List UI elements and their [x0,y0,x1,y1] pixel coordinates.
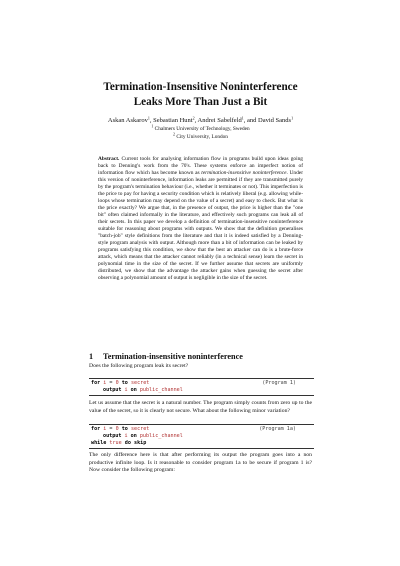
code-line: while true do skip [91,440,147,446]
author-3-affiliation: 1 [241,115,244,121]
program-label: (Program 1a) [259,426,296,432]
section-number: 1 [89,352,94,361]
affiliation-1: $^1$ Chalmers University of Technology, Sweden [151,123,250,132]
code-line: output i on public_channel [103,387,183,393]
author-list [89,116,312,125]
abstract-text-2: . Under this version of noninterference, information leaks are permitted if they are transmitted purely by the program's termination behaviour (i.e., whether it terminates or not). This imperfection is the price to pay for having a security condition which is relatively liberal (e.g. allowing while-loops whose termination may depend on the value of a secret) and easy to check. But what is the price exactly? We argue that, in the presence of output, the price is higher than the "one bit" often claimed informally in the literature, and effectively such programs can leak all of their secrets. In this paper we develop a definition of termination-insensitive noninterference suitable for reasoning about programs with outputs. We show that the definition generalises "batch-job" style definitions from the literature and that it is indeed satisfied by a Denning-style program analysis with output. Although more than a bit of information can be leaked by programs satisfying this condition, we show that the best an attacker can do is a brute-force attack, which means that the attacker cannot reliably (in a technical sense) learn the secret in polynomial time in the size of the secret. If we further assume that secrets are uniformly distributed, we show that the advantage the attacker gains when guessing the secret after observing a polynomial amount of output is negligible in the size of the secret. [98,170,303,281]
author-separator: , [194,117,198,124]
code-line: for i = 0 to secret (Program 1a) [91,426,296,432]
author-separator: , [149,117,154,124]
title-line-2: Leaks More Than Just a Bit [133,96,268,108]
section-title: Termination-insensitive noninterference [103,352,243,361]
code-line: for i = 0 to secret (Program 1) [91,380,296,386]
code-block-program-1a [89,424,314,449]
abstract-emphasis: termination-insensitive noninterference [201,170,287,176]
paragraph-2: Let us assume that the secret is a natural number. The program simply counts from zero up to the value of the secret, so it is clearly not secure. What about the following minor variation? [89,400,312,414]
abstract-label: Abstract. [98,156,120,162]
author-3: Andrei Sabelfeld [197,117,242,124]
code-block-program-1 [89,378,314,396]
paper-title [89,80,312,110]
author-4: David Sands [258,117,292,124]
author-separator-and: , and [243,117,259,124]
paragraph-3: The only difference here is that after performing its output the program goes into a non productive infinite loop. Is it reasonable to consider program 1a to be secure if program 1 is? Now consider the following program: [89,452,312,474]
author-2: Sebastian Hunt [153,117,193,124]
author-1-affiliation: 1 [147,115,150,121]
affiliation-2: $^2$ City University, London [173,131,228,140]
section-heading [89,351,312,362]
abstract-text-1: Current tools for analysing information flow in programs build upon ideas going back to Denning's work from the 70's. These systems enforce an imperfect notion of information flow which has become known as [98,156,303,176]
author-2-affiliation: 2 [192,115,195,121]
author-4-affiliation: 1 [291,115,294,121]
code-line: output i on public_channel [103,433,183,439]
program-label: (Program 1) [262,380,296,386]
title-line-1: Termination-Insensitive Noninterference [103,81,298,93]
paragraph-1: Does the following program leak its secret? [89,363,189,369]
author-1: Askan Askarov [107,117,148,124]
affiliations [89,123,312,141]
abstract [98,156,303,282]
